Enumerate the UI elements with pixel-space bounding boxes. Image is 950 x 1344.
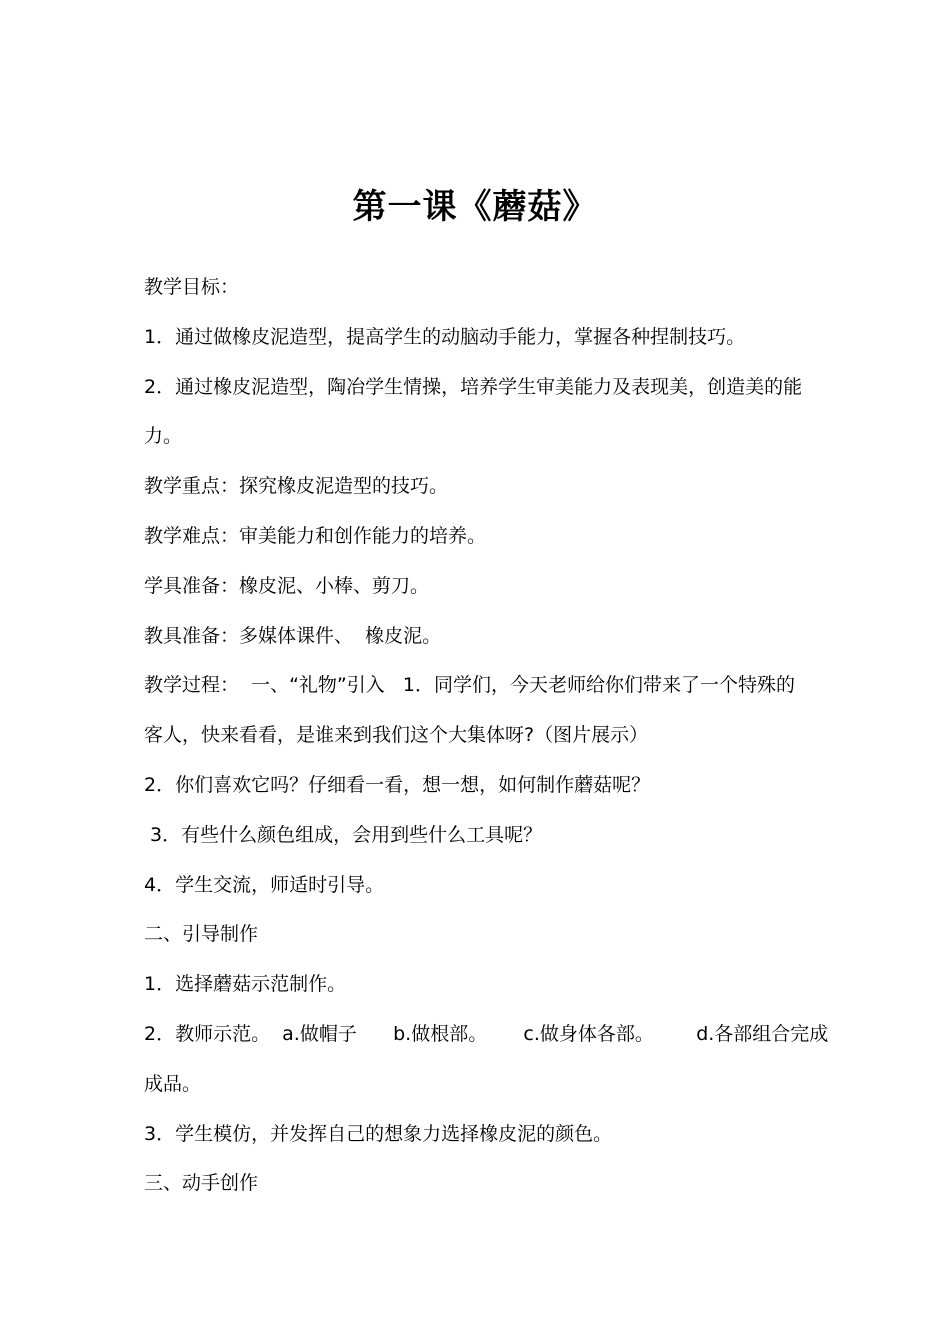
text-line-section-2-step-3: 3．学生模仿，并发挥自己的想象力选择橡皮泥的颜色。 bbox=[144, 1122, 613, 1145]
document-body bbox=[144, 263, 829, 1209]
text-line-student-materials: 学具准备：橡皮泥、小棒、剪刀。 bbox=[144, 574, 430, 597]
text-line-process-intro: 教学过程： 一、“礼物”引入 1．同学们，今天老师给你们带来了一个特殊的 bbox=[144, 674, 795, 697]
text-line-section-3-heading: 三、动手创作 bbox=[144, 1172, 259, 1195]
text-line-section-2-step-2: 2．教师示范。 a.做帽子 b.做根部。 c.做身体各部。 d.各部组合完成 bbox=[144, 1022, 829, 1045]
text-line-process-intro-cont: 客人，快来看看，是谁来到我们这个大集体呀?（图片展示） bbox=[144, 724, 649, 747]
text-line-section-2-step-1: 1．选择蘑菇示范制作。 bbox=[144, 973, 347, 996]
text-line-key-point: 教学重点：探究橡皮泥造型的技巧。 bbox=[144, 475, 449, 498]
text-line-step-2: 2．你们喜欢它吗？仔细看一看，想一想，如何制作蘑菇呢？ bbox=[144, 773, 651, 796]
text-line-difficulty: 教学难点：审美能力和创作能力的培养。 bbox=[144, 524, 487, 547]
text-line-step-3: 3．有些什么颜色组成，会用到些什么工具呢？ bbox=[144, 823, 543, 846]
text-line-objective-2-cont: 力。 bbox=[144, 425, 183, 448]
document-title: 第一课《蘑菇》 bbox=[352, 187, 598, 227]
text-line-teacher-materials: 教具准备：多媒体课件、 橡皮泥。 bbox=[144, 624, 442, 647]
text-line-section-2-heading: 二、引导制作 bbox=[144, 923, 259, 946]
text-line-section-2-step-2-cont: 成品。 bbox=[144, 1072, 202, 1095]
text-line-objective-2: 2．通过橡皮泥造型，陶冶学生情操，培养学生审美能力及表现美，创造美的能 bbox=[144, 375, 803, 398]
text-line-step-4: 4．学生交流，师适时引导。 bbox=[144, 873, 385, 896]
text-line-objectives-heading: 教学目标： bbox=[144, 276, 240, 298]
text-line-objective-1: 1．通过做橡皮泥造型，提高学生的动脑动手能力，掌握各种捏制技巧。 bbox=[144, 325, 746, 348]
